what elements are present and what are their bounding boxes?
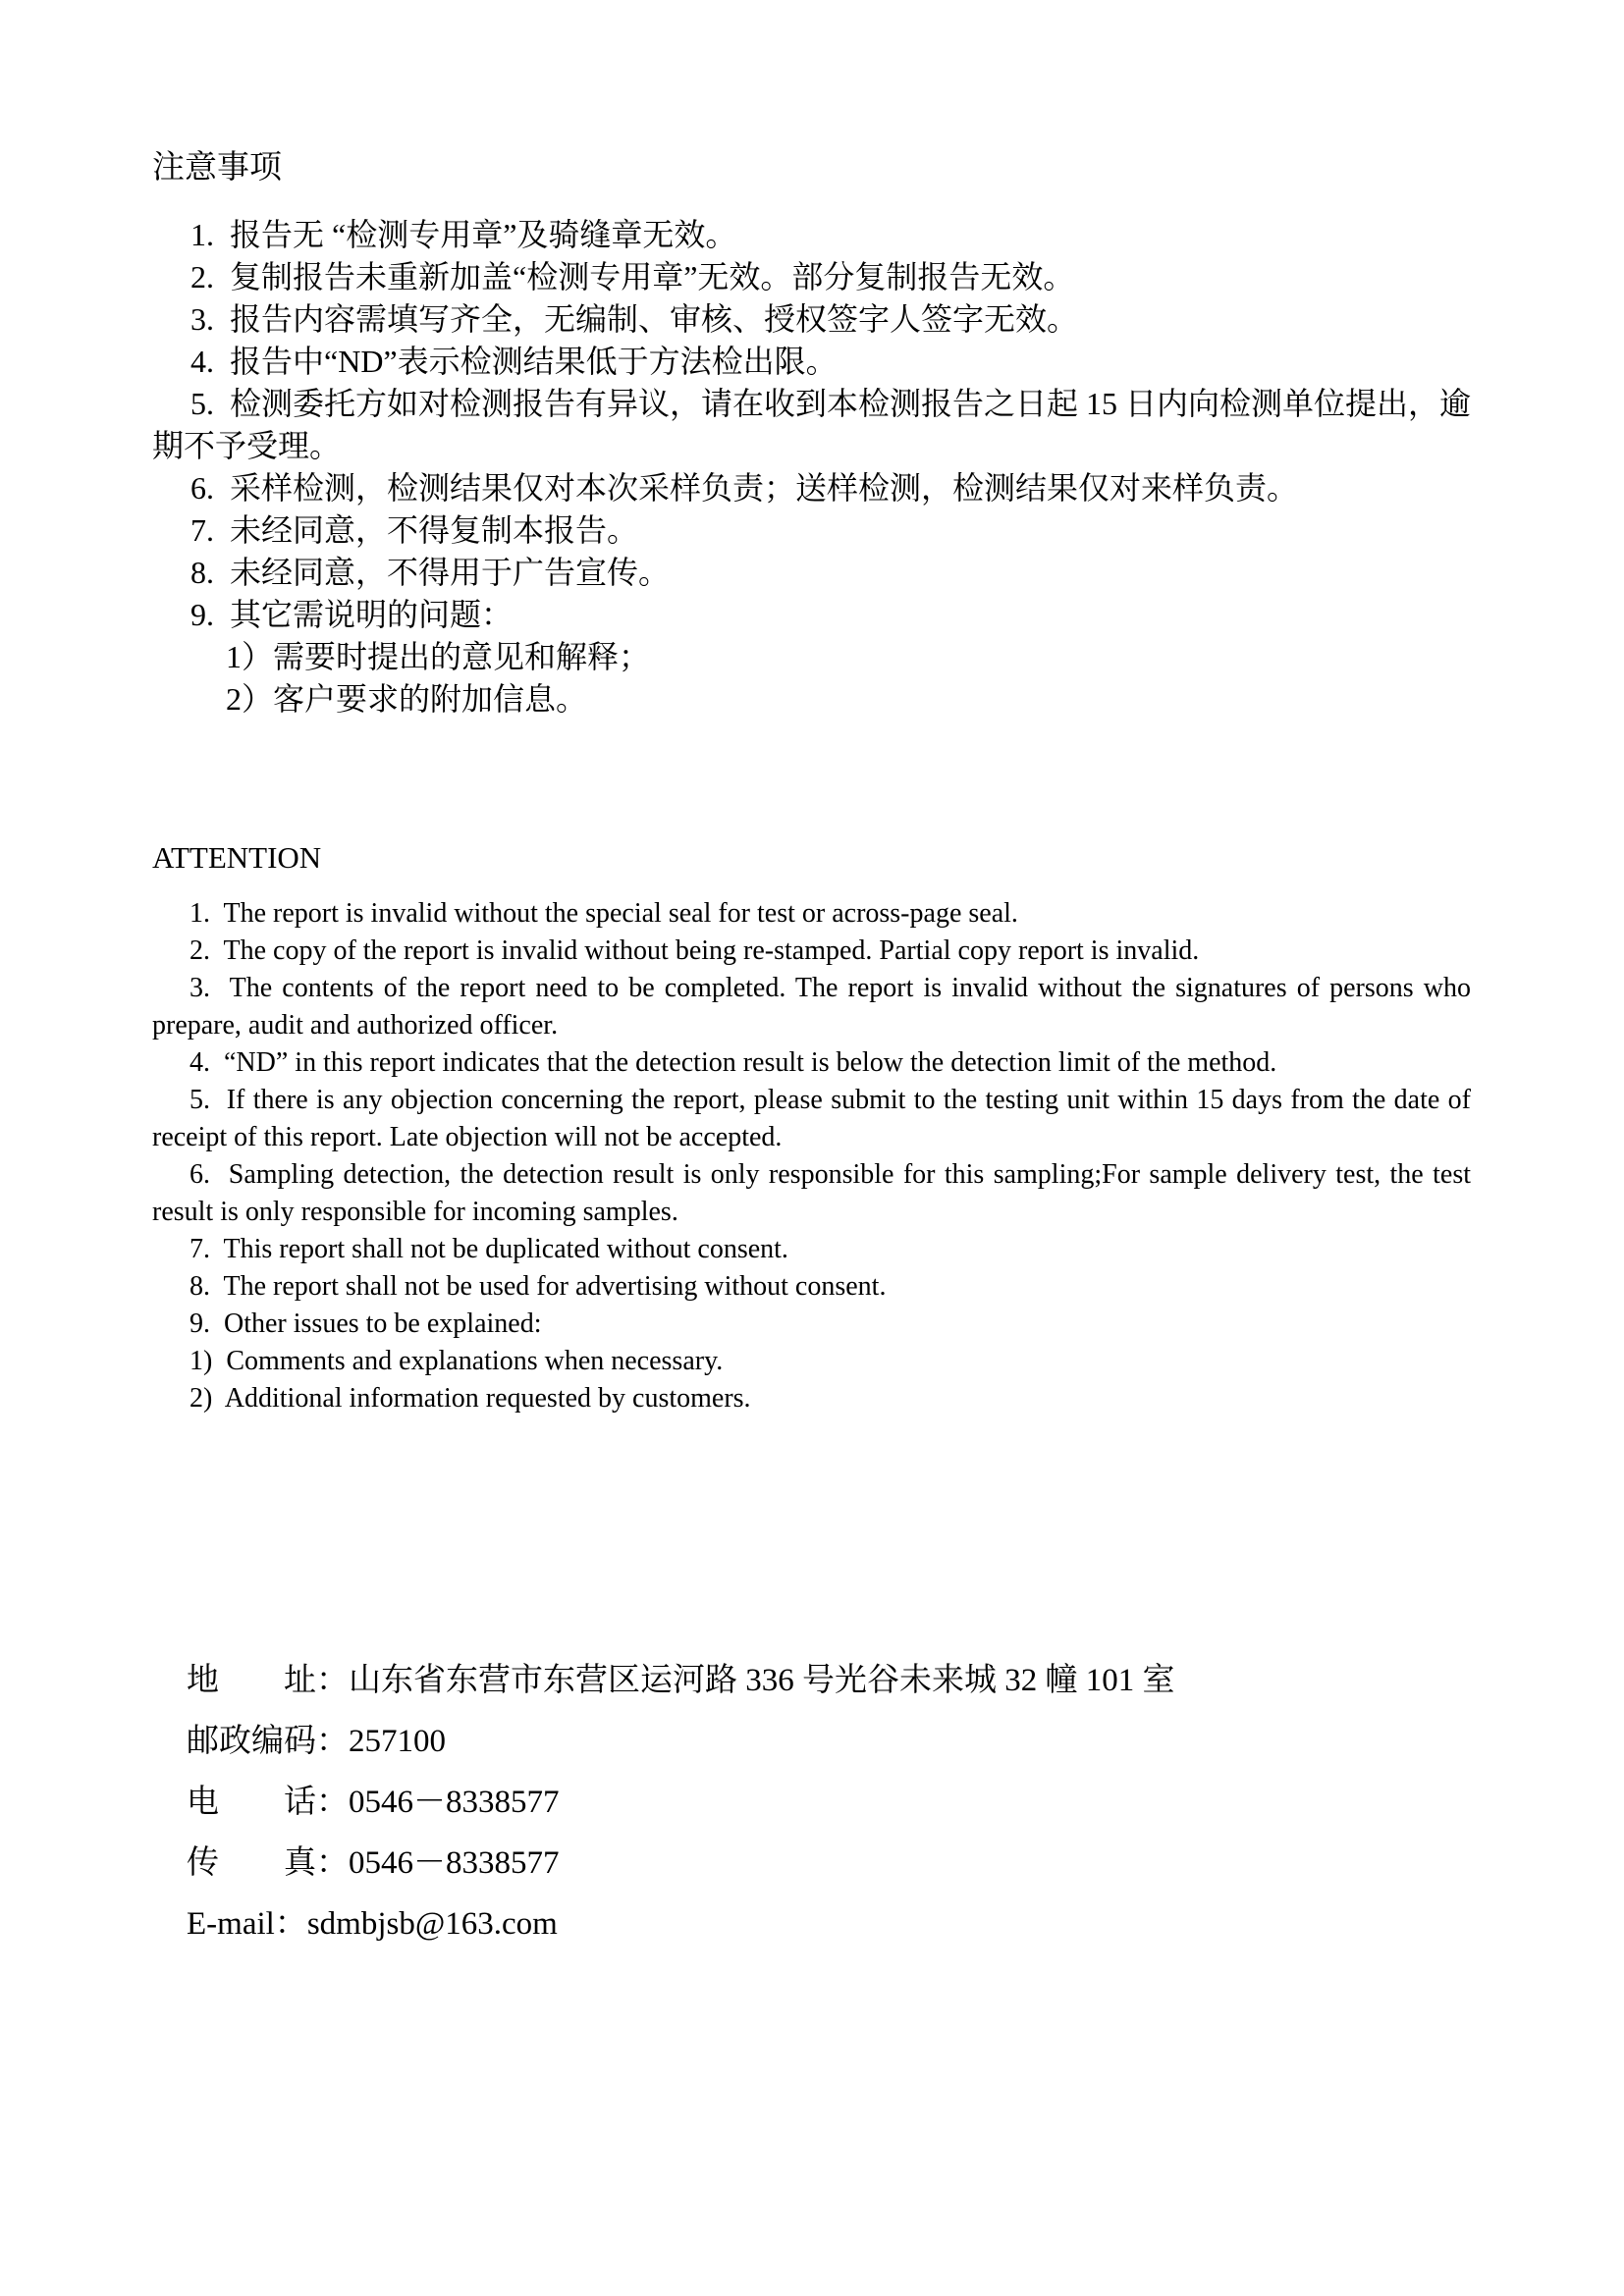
email-value: sdmbjsb@163.com <box>306 1906 558 1942</box>
attention-item-en: 3. The contents of the report need to be completed. The report is invalid without the signatures of persons who prepare, audit and authorized officer. <box>152 973 1471 1041</box>
notice-item-cn: 6. 采样检测，检测结果仅对本次采样负责；送样检测，检测结果仅对来样负责。 <box>190 470 1299 506</box>
attention-item-en: 4. “ND” in this report indicates that the detection result is below the detection limit of the method. <box>189 1047 1277 1078</box>
attention-section-en <box>152 839 1471 1417</box>
phone-value: 0546－8338577 <box>349 1785 560 1820</box>
notice-subitem-cn: 2）客户要求的附加信息。 <box>226 681 588 717</box>
attention-item-en: 9. Other issues to be explained: <box>189 1308 542 1339</box>
notice-section-cn <box>152 147 1471 721</box>
email-label: E-mail： <box>187 1906 307 1942</box>
notice-item-cn: 8. 未经同意，不得用于广告宣传。 <box>190 555 671 590</box>
notice-item-cn: 1. 报告无 “检测专用章”及骑缝章无效。 <box>190 217 737 252</box>
contact-row-email <box>187 1904 1175 1965</box>
phone-label: 电 话： <box>187 1785 349 1820</box>
fax-label: 传 真： <box>187 1845 349 1881</box>
attention-item-en: 8. The report shall not be used for advertising without consent. <box>189 1271 887 1302</box>
notice-heading-cn: 注意事项 <box>152 150 282 186</box>
contact-row-phone <box>187 1783 1175 1843</box>
attention-item-en: 2. The copy of the report is invalid without being re-stamped. Partial copy report is invalid. <box>189 935 1200 966</box>
notice-item-cn: 4. 报告中“ND”表示检测结果低于方法检出限。 <box>190 344 838 379</box>
attention-subitem-en: 2) Additional information requested by customers. <box>189 1383 751 1414</box>
address-label: 地 址： <box>187 1663 349 1698</box>
notice-item-cn: 9. 其它需说明的问题： <box>190 597 514 632</box>
contact-row-postal-code <box>187 1722 1175 1783</box>
notice-item-cn: 3. 报告内容需填写齐全，无编制、审核、授权签字人签字无效。 <box>190 301 1079 337</box>
attention-item-en: 1. The report is invalid without the special seal for test or across-page seal. <box>189 898 1018 929</box>
postal-code-label: 邮政编码： <box>187 1724 349 1759</box>
contact-row-fax <box>187 1843 1175 1904</box>
attention-item-en: 6. Sampling detection, the detection result is only responsible for this sampling;For sample delivery test, the test result is only responsible for incoming samples. <box>152 1159 1471 1227</box>
contact-section <box>187 1661 1175 1965</box>
attention-item-en: 7. This report shall not be duplicated without consent. <box>189 1234 788 1264</box>
notice-item-cn: 2. 复制报告未重新加盖“检测专用章”无效。部分复制报告无效。 <box>190 259 1075 294</box>
notice-subitem-cn: 1）需要时提出的意见和解释； <box>226 639 651 674</box>
attention-subitem-en: 1) Comments and explanations when necessary. <box>189 1346 724 1376</box>
attention-heading-en: ATTENTION <box>152 840 322 875</box>
attention-item-en: 5. If there is any objection concerning the report, please submit to the testing unit within 15 days from the date of receipt of this report. Late objection will not be accepted. <box>152 1085 1471 1152</box>
postal-code-value: 257100 <box>349 1724 446 1759</box>
address-value: 山东省东营市东营区运河路 336 号光谷未来城 32 幢 101 室 <box>349 1663 1175 1698</box>
notice-item-cn: 7. 未经同意，不得复制本报告。 <box>190 512 639 548</box>
notice-item-cn: 5. 检测委托方如对检测报告有异议，请在收到本检测报告之日起 15 日内向检测单位提出，逾期不予受理。 <box>152 386 1472 463</box>
fax-value: 0546－8338577 <box>349 1845 560 1881</box>
contact-row-address <box>187 1661 1175 1722</box>
